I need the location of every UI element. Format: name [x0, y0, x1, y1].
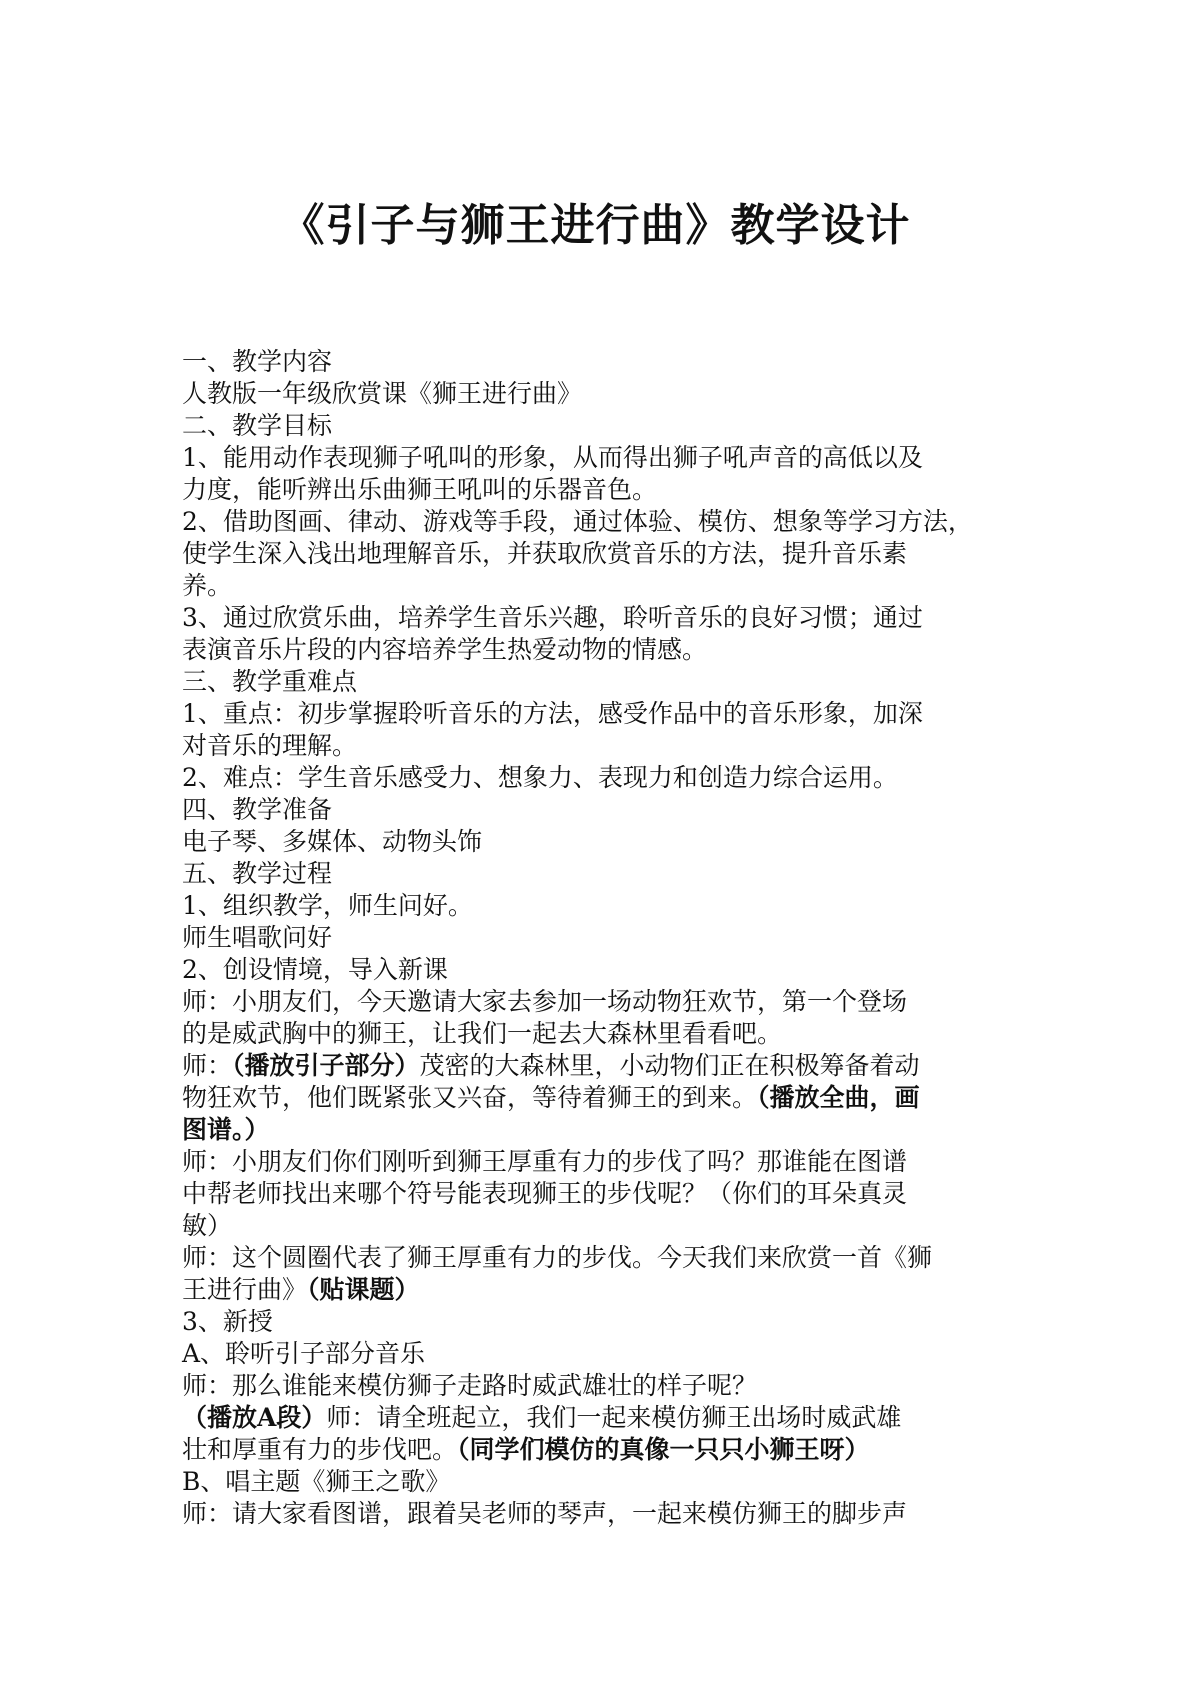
text-segment: 师生唱歌问好: [182, 923, 333, 952]
text-line: [182, 922, 1014, 954]
text-segment: 2、借助图画、律动、游戏等手段，通过体验、模仿、想象等学习方法，: [182, 507, 973, 536]
text-segment: 师：请全班起立，我们一起来模仿狮王出场时威武雄: [326, 1403, 902, 1432]
text-segment: B、唱主题《狮王之歌》: [182, 1467, 451, 1496]
text-line: [182, 954, 1014, 986]
text-segment: 壮和厚重有力的步伐吧。: [182, 1435, 458, 1464]
bold-text-segment: 图谱。）: [182, 1115, 270, 1144]
text-segment: 师：请大家看图谱，跟着吴老师的琴声，一起来模仿狮王的脚步声: [182, 1499, 908, 1528]
text-segment: 养。: [182, 571, 233, 600]
text-line: [182, 1114, 1014, 1146]
text-line: [182, 858, 1014, 890]
text-segment: 师：那么谁能来模仿狮子走路时威武雄壮的样子呢？: [182, 1371, 758, 1400]
text-segment: 3、通过欣赏乐曲，培养学生音乐兴趣，聆听音乐的良好习惯；通过: [182, 603, 923, 632]
text-line: [182, 730, 1014, 762]
text-line: [182, 826, 1014, 858]
text-segment: 人教版一年级欣赏课《狮王进行曲》: [182, 379, 583, 408]
text-line: [182, 1338, 1014, 1370]
text-line: [182, 1050, 1014, 1082]
text-segment: 1、重点：初步掌握聆听音乐的方法，感受作品中的音乐形象，加深: [182, 699, 923, 728]
text-line: [182, 1274, 1014, 1306]
text-segment: 1、组织教学，师生问好。: [182, 891, 473, 920]
text-segment: 二、教学目标: [182, 411, 333, 440]
text-line: [182, 378, 1014, 410]
text-line: [182, 1402, 1014, 1434]
document-title: 《引子与狮王进行曲》教学设计: [280, 200, 911, 251]
text-line: [182, 1082, 1014, 1114]
text-segment: 一、教学内容: [182, 347, 333, 376]
text-line: [182, 1210, 1014, 1242]
text-segment: 力度，能听辨出乐曲狮王吼叫的乐器音色。: [182, 475, 658, 504]
text-line: [182, 570, 1014, 602]
text-line: [182, 1498, 1014, 1530]
text-segment: 茂密的大森林里，小动物们正在积极筹备着动: [419, 1051, 920, 1080]
text-segment: 物狂欢节，他们既紧张又兴奋，等待着狮王的到来。: [182, 1083, 758, 1112]
text-line: [182, 346, 1014, 378]
text-segment: 的是威武胸中的狮王，让我们一起去大森林里看看吧。: [182, 1019, 783, 1048]
text-line: [182, 1018, 1014, 1050]
text-segment: 使学生深入浅出地理解音乐，并获取欣赏音乐的方法，提升音乐素: [182, 539, 908, 568]
text-line: [182, 890, 1014, 922]
text-line: [182, 1466, 1014, 1498]
text-segment: 中帮老师找出来哪个符号能表现狮王的步伐呢？（你们的耳朵真灵: [182, 1179, 908, 1208]
text-line: [182, 1146, 1014, 1178]
text-line: [182, 634, 1014, 666]
text-segment: 师：小朋友们你们刚听到狮王厚重有力的步伐了吗？那谁能在图谱: [182, 1147, 908, 1176]
text-line: [182, 762, 1014, 794]
text-segment: 四、教学准备: [182, 795, 333, 824]
text-segment: 2、创设情境，导入新课: [182, 955, 448, 984]
text-segment: 王进行曲》: [182, 1275, 308, 1304]
text-segment: 表演音乐片段的内容培养学生热爱动物的情感。: [182, 635, 708, 664]
text-line: [182, 986, 1014, 1018]
text-segment: 电子琴、多媒体、动物头饰: [182, 827, 483, 856]
bold-text-segment: （同学们模仿的真像一只只小狮王呀）: [457, 1435, 870, 1464]
text-segment: 对音乐的理解。: [182, 731, 358, 760]
text-line: [182, 410, 1014, 442]
text-segment: 师：这个圆圈代表了狮王厚重有力的步伐。今天我们来欣赏一首《狮: [182, 1243, 933, 1272]
bold-text-segment: （播放全曲，画: [757, 1083, 920, 1112]
document-body: [182, 346, 1014, 1530]
text-segment: 师：: [182, 1051, 233, 1080]
bold-text-segment: （播放引子部分）: [232, 1051, 420, 1080]
text-line: [182, 1242, 1014, 1274]
text-line: [182, 474, 1014, 506]
text-line: [182, 506, 1014, 538]
text-segment: 1、能用动作表现狮子吼叫的形象，从而得出狮子吼声音的高低以及: [182, 443, 923, 472]
bold-text-segment: （播放A段）: [182, 1403, 327, 1432]
text-line: [182, 1306, 1014, 1338]
text-line: [182, 1370, 1014, 1402]
text-segment: 五、教学过程: [182, 859, 333, 888]
text-line: [182, 794, 1014, 826]
text-segment: 敏）: [182, 1211, 233, 1240]
text-segment: 师：小朋友们，今天邀请大家去参加一场动物狂欢节，第一个登场: [182, 987, 908, 1016]
text-segment: 2、难点：学生音乐感受力、想象力、表现力和创造力综合运用。: [182, 763, 898, 792]
text-line: [182, 442, 1014, 474]
bold-text-segment: （贴课题）: [307, 1275, 420, 1304]
text-segment: A、聆听引子部分音乐: [182, 1339, 426, 1368]
text-line: [182, 698, 1014, 730]
text-line: [182, 1434, 1014, 1466]
text-line: [182, 1178, 1014, 1210]
text-line: [182, 602, 1014, 634]
text-line: [182, 666, 1014, 698]
text-segment: 三、教学重难点: [182, 667, 358, 696]
text-line: [182, 538, 1014, 570]
text-segment: 3、新授: [182, 1307, 273, 1336]
